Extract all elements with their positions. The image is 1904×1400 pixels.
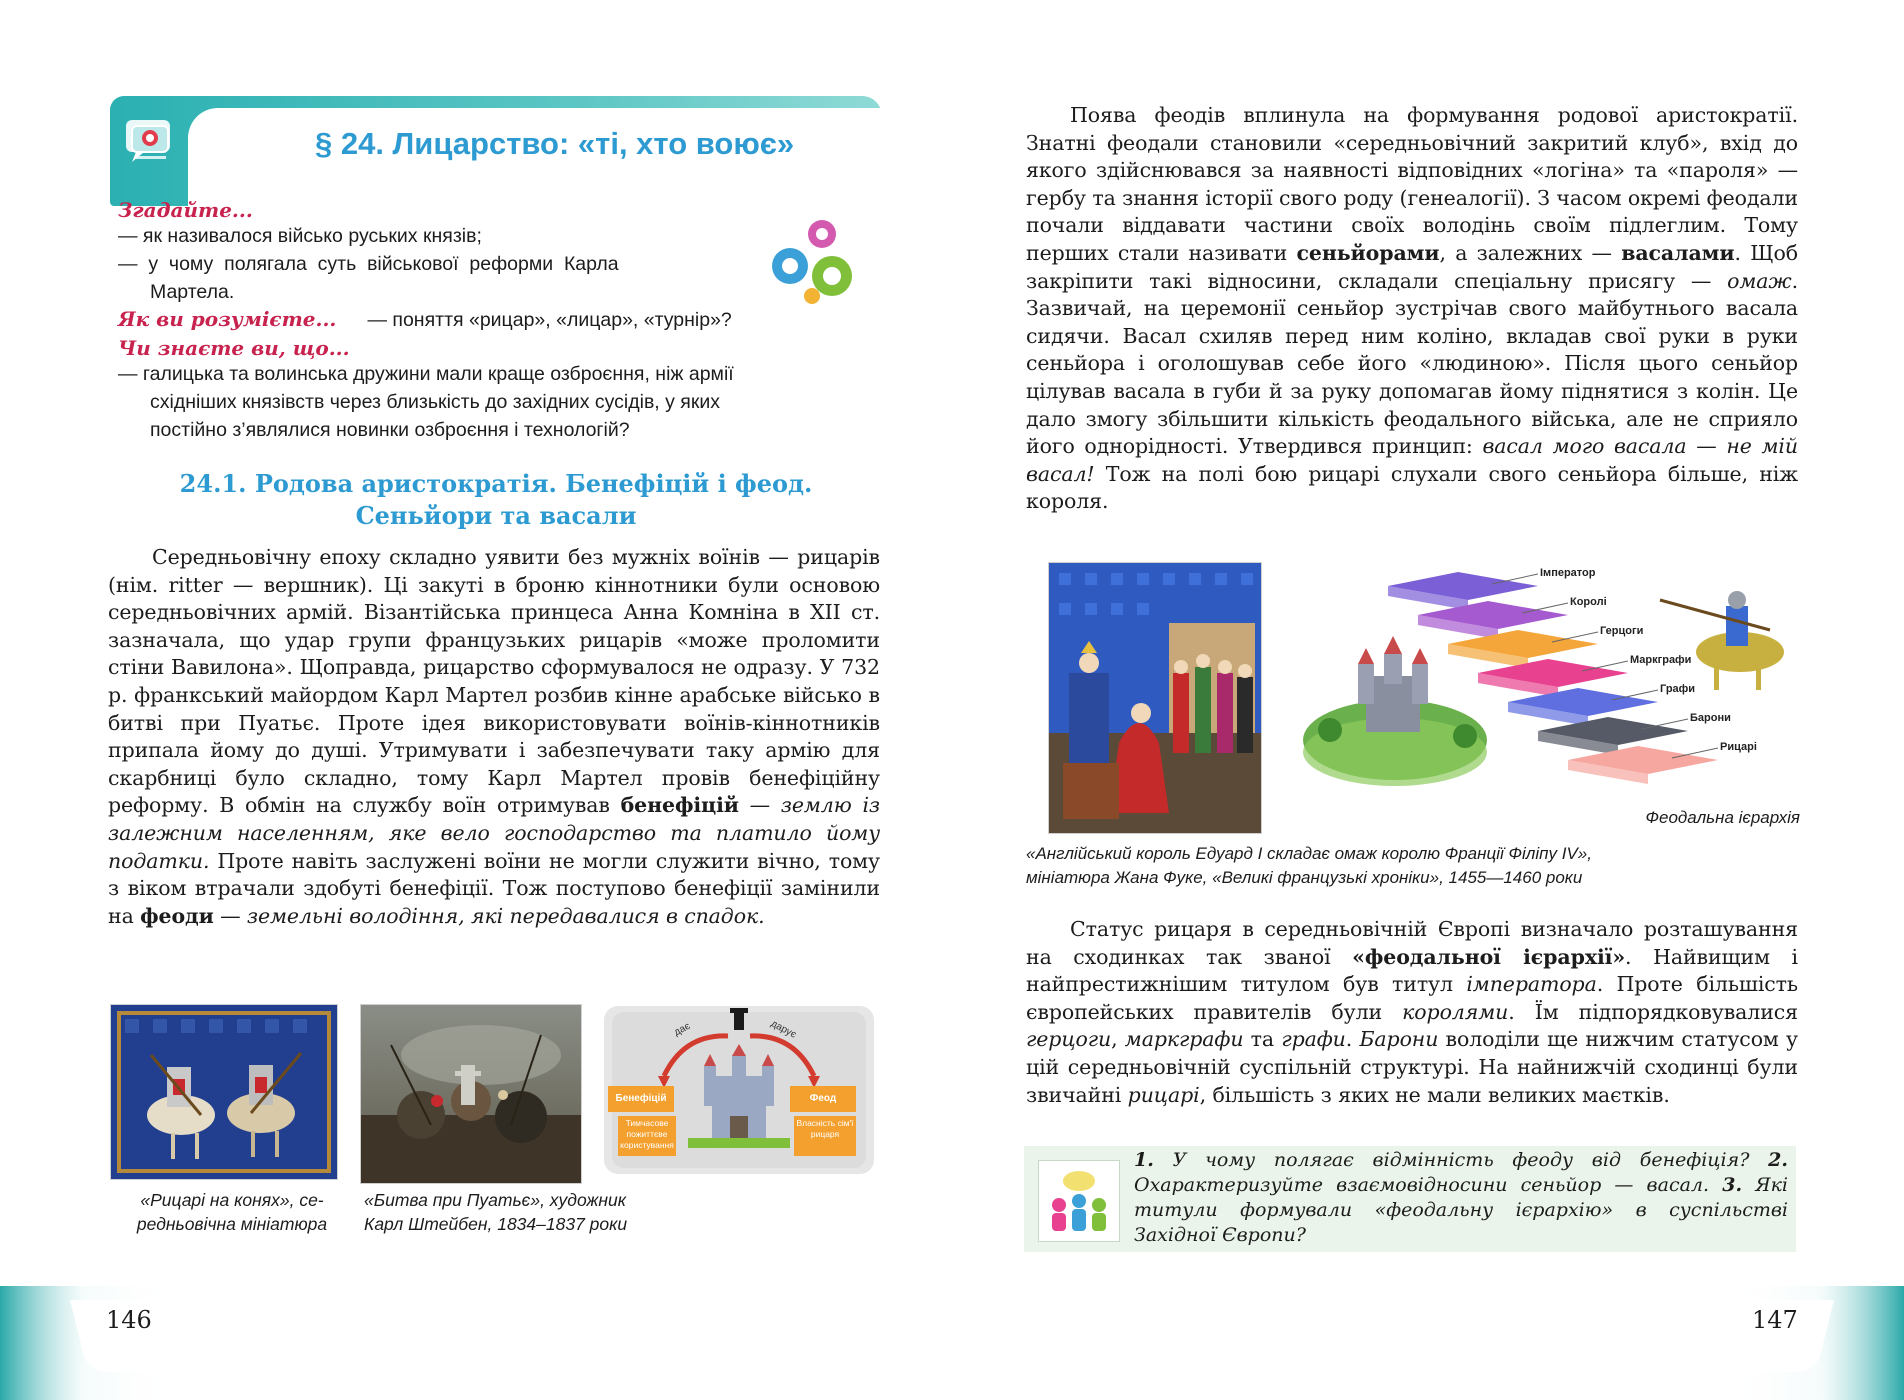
paragraph-text: Проте навіть заслужені воїни не могли служити вічно, тому з віком втрачали здобуті бенефіції. Тож поступово бенефіції замінили на — [108, 848, 880, 928]
diagram-benefice: Бенефіцій — [615, 1093, 667, 1104]
hierarchy-level-label: Маркграфи — [1630, 654, 1692, 666]
question-number: 3. — [1722, 1174, 1743, 1196]
term-hierarchy: «феодальної ієрархії» — [1352, 944, 1626, 969]
hierarchy-step — [1478, 659, 1628, 697]
diagram-gives: дає — [672, 1020, 693, 1039]
footer — [0, 1286, 1904, 1400]
know-line: — галицька та волинська дружини мали краще озброєння, ніж армії — [118, 363, 734, 385]
hierarchy-step — [1508, 688, 1658, 726]
know-line: східніших князівств через близькість до західних сусідів, у яких — [150, 391, 721, 413]
question-number: 1. — [1134, 1149, 1154, 1171]
miniature-caption — [1026, 842, 1806, 890]
question: У чому полягає відмінність феоду від бенефіція? — [1153, 1149, 1769, 1171]
feudal-hierarchy-figure — [1300, 560, 1800, 796]
hierarchy-steps — [1300, 560, 1800, 796]
caption-line: «Англійський король Едуард I складає омаж королю Франції Філіпу IV», — [1026, 844, 1592, 863]
poitiers-caption — [364, 1188, 684, 1236]
understand-block — [118, 306, 838, 334]
caption-line: редньовічна мініатюра — [136, 1214, 328, 1234]
paragraph-text: Статус рицаря в середньовічній Європі визначало розташування на сходинках так званої — [1026, 917, 1798, 969]
questions-box — [1024, 1146, 1796, 1252]
term-seniors: сеньйорами — [1296, 240, 1440, 265]
hierarchy-step — [1388, 572, 1538, 610]
dash: — — [213, 903, 247, 928]
term-homage: омаж — [1727, 268, 1792, 293]
caption-line: Карл Штейбен, 1834–1837 роки — [364, 1214, 628, 1234]
hierarchy-step — [1418, 601, 1568, 639]
paragraph-text: . Зазвичай, на церемонії сеньйор зустрічав свого майбутнього васала сидячи. Васал схиляв перед ним коліно, вкладав свої руки в руки сеньйора і оголошував себе його «людиною». Після цього сеньйор цілував васала в губи й за руку допомагав йому піднятися з колін. Це дало змогу збільшити кількість феодального війська, але не сприяло його однорідності. Утвердився принцип: — [1026, 268, 1798, 459]
term-dukes: герцоги — [1026, 1027, 1112, 1052]
paragraph-text: . Їм підпорядковувалися — [1508, 999, 1798, 1024]
homage-miniature-image — [1048, 562, 1262, 834]
paragraph-text: володіли ще нижчим статусом у цій середньовічній суспільній структурі. На найнижчій сходинці були звичайні — [1026, 1027, 1798, 1107]
term-barons: Барони — [1359, 1027, 1439, 1052]
paragraph-text: . Щоб закріпити такі відносини, складали спеціальну присягу — — [1026, 240, 1798, 293]
paragraph-text: , а залежних — — [1439, 240, 1622, 265]
hierarchy-level-label: Барони — [1690, 712, 1731, 724]
paragraph-text: Тож на полі бою рицарі слухали свого сеньйора більше, ніж короля. — [1026, 461, 1798, 514]
know-label: Чи знаєте ви, що... — [118, 336, 350, 360]
diagram-own: Власність сім'ї рицаря — [796, 1118, 854, 1139]
recall-item: — у чому полягала суть військової реформи Карла — [118, 253, 619, 275]
chapter-header — [110, 96, 882, 206]
term-feud: феоди — [140, 903, 214, 928]
hierarchy-level-label: Імператор — [1540, 567, 1596, 579]
recall-block — [118, 198, 758, 306]
question-number: 2. — [1768, 1149, 1788, 1171]
battle-of-poitiers-image — [360, 1004, 582, 1184]
term-knights: рицарі — [1127, 1082, 1200, 1107]
hierarchy-level-label: Королі — [1570, 596, 1607, 608]
footer-band — [0, 1286, 1904, 1400]
right-body-text-2 — [1026, 916, 1798, 1109]
recall-label: Згадайте... — [118, 198, 253, 222]
diagram-temp: Тимчасове пожиттєве користування — [620, 1118, 674, 1150]
paragraph-text: . Проте більшість європейських правителів були — [1026, 972, 1798, 1024]
paragraph-text: Поява феодів вплинула на формування родової аристократії. Знатні феодали становили «середньовічний закритий клуб», вхід до якого здійснювався за наявності відповідних «логіна» та «пароля» — гербу та знання історії свого роду (генеалогії). З часом окремі феодали почали віддавати частини своїх володінь своїм підлеглим. Тому перших стали називати — [1026, 103, 1798, 265]
know-line: постійно з’являлися новинки озброєння і технологій? — [150, 419, 630, 441]
hierarchy-level-label: Графи — [1660, 683, 1696, 695]
right-body-text-1 — [1026, 102, 1798, 516]
hierarchy-step — [1538, 717, 1688, 755]
knights-miniature-image — [110, 1004, 338, 1180]
understand-text: — поняття «рицар», «лицар», «турнір»? — [367, 309, 732, 331]
hierarchy-level-label: Рицарі — [1720, 741, 1757, 753]
chat-bubble-icon — [120, 114, 180, 170]
paragraph-text: та — [1243, 1027, 1282, 1052]
section-title-line: 24.1. Родова аристократія. Бенефіцій і феод. — [179, 469, 813, 498]
diagram-gives2: дарує — [768, 1018, 798, 1041]
know-block — [118, 336, 878, 444]
recall-item: — як називалося військо руських князів; — [118, 225, 482, 247]
diagram-feud: Феод — [809, 1093, 837, 1104]
page-number-right: 147 — [1752, 1306, 1798, 1334]
question: Які титули формували «феодальну ієрархію» в суспільстві Західної Європи? — [1134, 1174, 1788, 1246]
caption-line: «Битва при Пуатьє», художник — [364, 1190, 626, 1210]
benefice-feud-diagram — [604, 1006, 874, 1174]
paragraph-text: . Найвищим і найпрестижнішим титулом був титул — [1026, 944, 1798, 997]
term-definition: земельні володіння, які передавалися в спадок. — [246, 903, 765, 928]
hierarchy-step — [1448, 630, 1598, 668]
section-title-line: Сеньйори та васали — [355, 501, 637, 530]
understand-label: Як ви розумієте... — [118, 307, 337, 331]
knights-caption — [112, 1188, 352, 1236]
term-counts: графи — [1281, 1027, 1346, 1052]
caption-line: «Рицарі на конях», се- — [140, 1190, 324, 1210]
principle-quote: васал мого васала — не мій васал! — [1026, 434, 1798, 486]
term-definition: — землю із залежним населенням, яке вело господарство та платило йому податки. — [108, 793, 880, 873]
paragraph-text: . — [1345, 1027, 1360, 1052]
hierarchy-level-label: Герцоги — [1600, 625, 1644, 637]
paragraph-text: , більшість з яких не мали великих маєтків. — [1199, 1082, 1670, 1107]
section-title — [110, 468, 882, 532]
question: Охарактеризуйте взаємовідносини сеньйор — васал. — [1134, 1174, 1723, 1196]
gears-icon — [768, 218, 862, 308]
questions-text — [1134, 1148, 1788, 1248]
recall-item: Мартела. — [150, 281, 235, 303]
left-body-text — [108, 544, 880, 930]
term-kings: королями — [1402, 999, 1509, 1024]
chapter-title: § 24. Лицарство: «ті, хто воює» — [315, 126, 795, 161]
paragraph-text: , — [1111, 1027, 1125, 1052]
term-benefice: бенефіцій — [620, 793, 739, 818]
page-number-left: 146 — [106, 1306, 152, 1334]
term-emperor: імператора — [1466, 972, 1597, 997]
paragraph-text: Середньовічну епоху складно уявити без мужніх воїнів — рицарів (нім. ritter — вершник). Ці закуті в броню кіннотники були основою середньовічних армій. Візантійська принцеса Анна Комніна в XII ст. зазначала, що удар групи французьких рицарів «може проломити стіни Вавилона». Щоправда, рицарство сформувалося не одразу. У 732 р. франкський майордом Карл Мартел розбив кінне арабське військо в битві при Пуатьє. Проте ідея використовувати воїнів-кіннотників припала йому до душі. Утримувати і забезпечувати таку армію для скарбниці було складно, тому Карл Мартел провів бенефіційну реформу. В обмін на службу воїн отримував — [108, 545, 880, 818]
term-margraves: маркграфи — [1124, 1027, 1244, 1052]
term-vassals: васалами — [1621, 240, 1735, 265]
hierarchy-caption: Феодальна ієрархія — [1645, 808, 1800, 827]
discussion-icon — [1038, 1160, 1120, 1242]
caption-line: мініатюра Жана Фуке, «Великі французькі хроніки», 1455—1460 роки — [1026, 868, 1583, 887]
hierarchy-step — [1568, 746, 1718, 784]
